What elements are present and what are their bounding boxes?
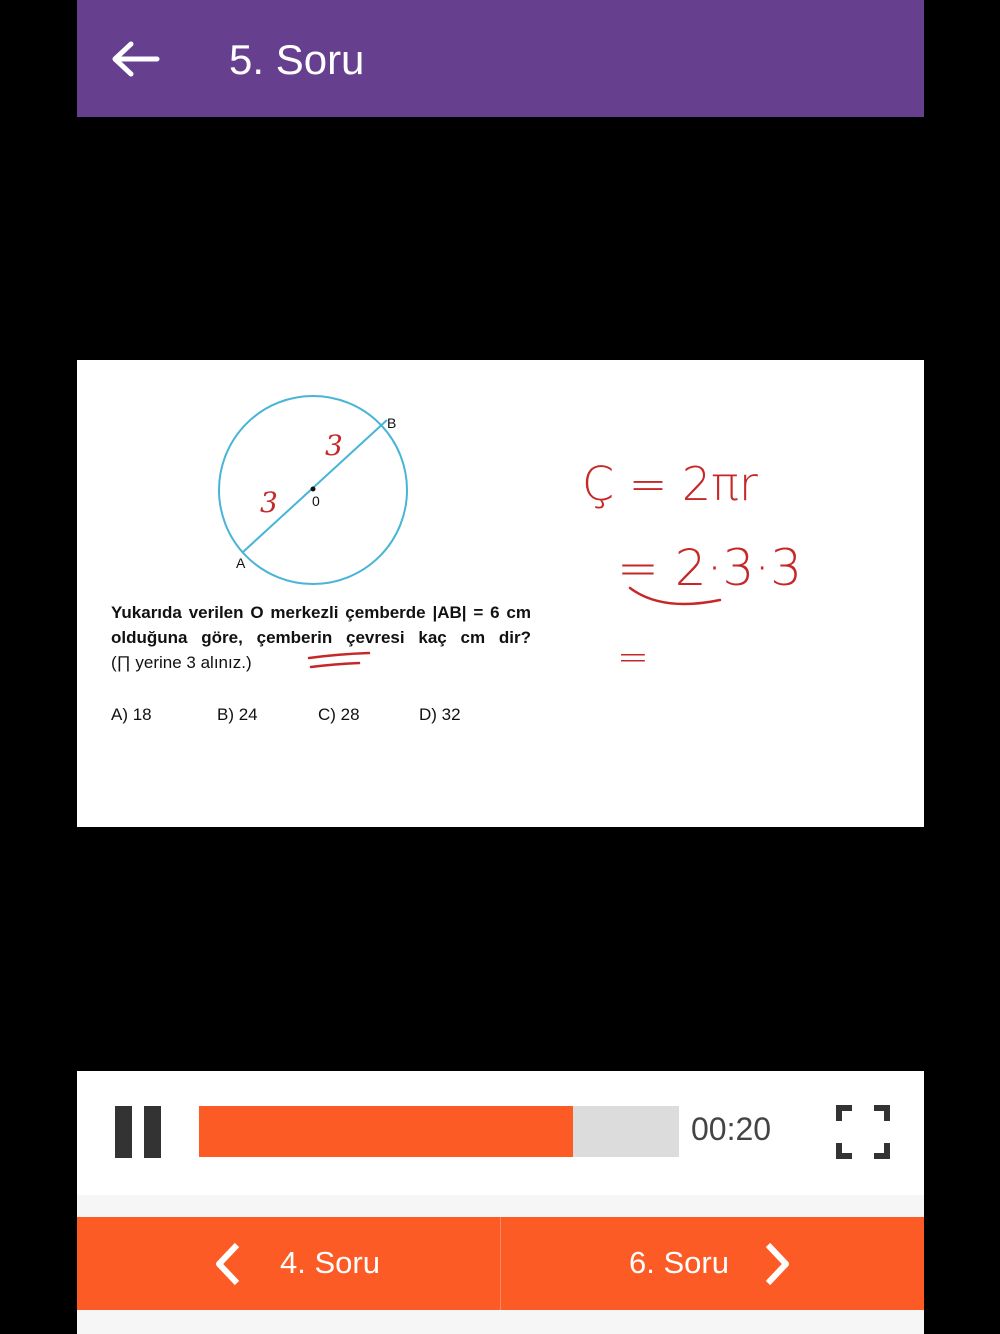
- elapsed-time: 00:20: [691, 1111, 772, 1147]
- pause-icon-bar-left: [115, 1106, 132, 1158]
- progress-bar[interactable]: [199, 1106, 679, 1157]
- pause-icon-bar-right: [144, 1106, 161, 1158]
- label-b: B: [387, 415, 397, 431]
- next-question-label: 6. Soru: [629, 1245, 729, 1280]
- back-button[interactable]: [107, 36, 163, 82]
- question-slide: [77, 360, 924, 827]
- top-app-bar: [77, 0, 924, 117]
- radius-mark-upper: 3: [325, 429, 343, 462]
- progress-fill: [199, 1106, 573, 1157]
- question-line-1: Yukarıda verilen O merkezli çemberde |AB| = 6 cm: [111, 603, 531, 622]
- option-c: C) 28: [318, 705, 360, 724]
- question-line-2: olduğuna göre, çemberin çevresi kaç cm dir?: [111, 628, 531, 647]
- radius-mark-lower: 3: [260, 486, 278, 519]
- next-question-button[interactable]: [501, 1217, 924, 1310]
- question-note: (∏ yerine 3 alınız.): [111, 653, 252, 672]
- option-d: D) 32: [419, 705, 461, 724]
- label-a: A: [236, 555, 246, 571]
- center-point: [311, 487, 316, 492]
- previous-question-label: 4. Soru: [280, 1245, 380, 1280]
- fullscreen-button[interactable]: [836, 1105, 890, 1159]
- video-player-controls: [77, 1071, 924, 1195]
- app-screen: [77, 0, 924, 1334]
- option-b: B) 24: [217, 705, 258, 724]
- previous-question-button[interactable]: [77, 1217, 500, 1310]
- separator-strip: [77, 1195, 924, 1217]
- pause-button[interactable]: [115, 1106, 161, 1158]
- arrow-left-icon: [107, 36, 163, 82]
- option-a: A) 18: [111, 705, 152, 724]
- question-figure: [77, 360, 924, 827]
- formula-line-2: = 2·3·3: [617, 539, 803, 597]
- question-text: [111, 600, 531, 675]
- label-o: 0: [312, 493, 320, 509]
- formula-line-1: Ç = 2πr: [582, 457, 758, 511]
- question-navigation-bar: [77, 1217, 924, 1310]
- chevron-right-icon: [762, 1241, 792, 1287]
- page-title: 5. Soru: [229, 36, 365, 83]
- chevron-left-icon: [213, 1241, 243, 1287]
- formula-line-3: =: [617, 635, 649, 679]
- bottom-strip: [77, 1310, 924, 1334]
- fullscreen-icon: [836, 1105, 890, 1159]
